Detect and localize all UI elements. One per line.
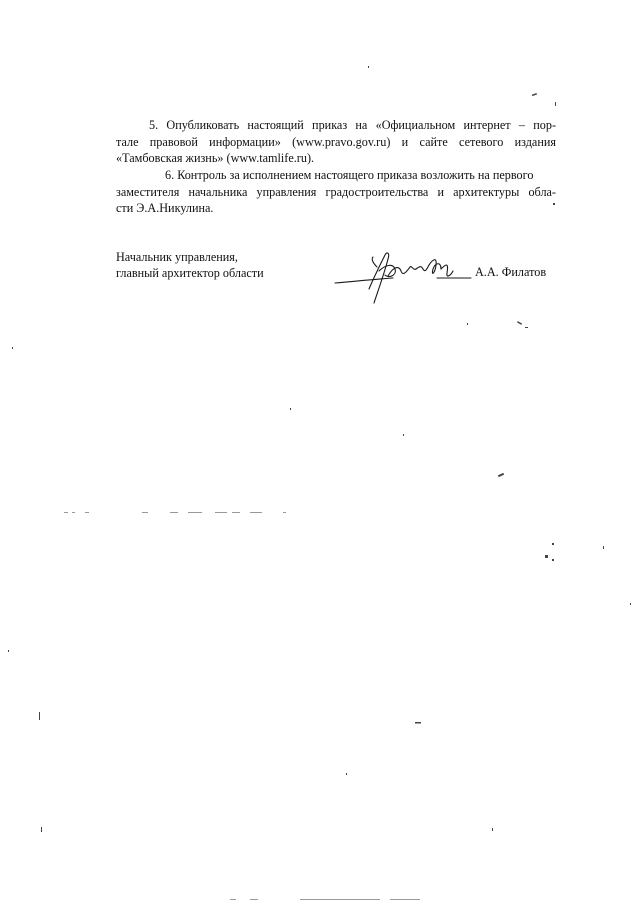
signatory-name: А.А. Филатов bbox=[475, 265, 547, 279]
signatory-position bbox=[116, 249, 264, 281]
item-6-line-1: 6. Контроль за исполнением настоящего приказа возложить на первого bbox=[165, 168, 534, 182]
paragraph-item-5 bbox=[116, 117, 556, 167]
item-6-line-3: сти Э.А.Никулина. bbox=[116, 201, 214, 216]
paragraph-item-6 bbox=[116, 167, 556, 217]
signatory-position-line-2: главный архитектор области bbox=[116, 266, 264, 281]
item-5-line-3: «Тамбовская жизнь» (www.tamlife.ru). bbox=[116, 151, 315, 166]
item-5-line-2: тале правовой информации» (www.pravo.gov.ru) и сайте сетевого издания bbox=[116, 134, 556, 149]
item-5-line-1: 5. Опубликовать настоящий приказ на «Официальном интернет – пор- bbox=[149, 118, 556, 132]
item-6-line-2: заместителя начальника управления градостроительства и архитектуры обла- bbox=[116, 184, 556, 199]
signatory-position-line-1: Начальник управления, bbox=[116, 250, 238, 264]
handwritten-signature bbox=[333, 245, 473, 307]
